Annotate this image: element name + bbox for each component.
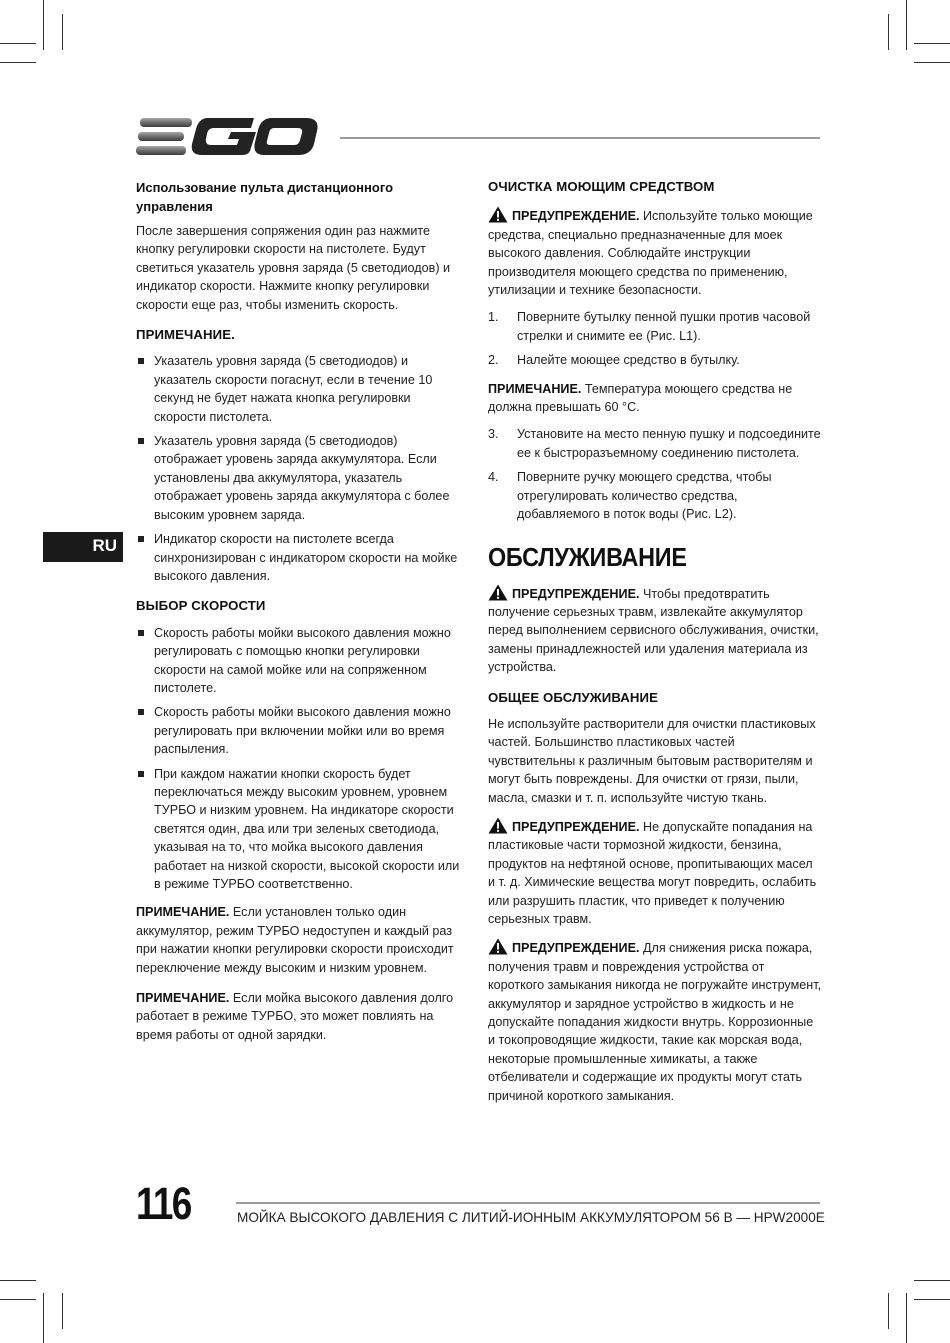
crop-mark [888, 14, 889, 50]
steps-list [488, 425, 822, 523]
general-text: Не используйте растворители для очистки пластиковых частей. Большинство пластиковых частей чувствительны к различным бытовым растворителям и могут быть повреждены. Для очистки от грязи, пыли, масла, смазки и т. п. используйте чистую ткань. [488, 716, 816, 805]
warning-text: Для снижения риска пожара, получения травм и повреждения устройства от короткого замыкания никогда не погружайте инструмент, аккумулятор и зарядное устройство в жидкость и не допускайте попадания жидкости внутрь. Коррозионные и токопроводящие жидкости, такие как морская вода, некоторые промышленные химикаты, а также отбеливатели и содержащие их продукты могут стать причиной короткого замыкания. [488, 941, 822, 1103]
warning-paragraph [488, 938, 822, 1105]
list-item: 1. Поверните бутылку пенной пушки против часовой стрелки и снимите ее (Рис. L1). [488, 310, 811, 343]
note-text: Температура моющего средства не должна превышать 60 °C. [488, 381, 793, 415]
crop-mark [0, 1280, 36, 1281]
crop-mark [914, 43, 950, 44]
list-item: Индикатор скорости на пистолете всегда синхронизирован с индикатором скорости на мойке высокого давления. [136, 530, 466, 585]
warning-paragraph [488, 206, 822, 299]
warning-icon [488, 938, 508, 955]
speed-list [136, 624, 466, 894]
section-title: ОБСЛУЖИВАНИЕ [488, 541, 687, 572]
bullet-icon [138, 709, 144, 715]
warning-label: ПРЕДУПРЕЖДЕНИЕ. [512, 819, 640, 834]
crop-mark [906, 0, 907, 50]
header-rule [340, 137, 820, 139]
crop-mark [914, 62, 950, 63]
note-paragraph [136, 989, 466, 1044]
note-list [136, 352, 466, 585]
crop-mark [43, 1293, 44, 1343]
crop-mark [0, 62, 36, 63]
warning-label: ПРЕДУПРЕЖДЕНИЕ. [512, 586, 640, 601]
crop-mark [914, 1299, 950, 1300]
warning-text: Не допускайте попадания на пластиковые части тормозной жидкости, бензина, продуктов на нефтяной основе, пропитывающих масел и т. д. Химические вещества могут повредить, ослабить или разрушить пластик, что приведет к получению серьезных травм. [488, 819, 817, 926]
language-tab [43, 532, 123, 562]
note-label: ПРИМЕЧАНИЕ. [488, 381, 582, 396]
bullet-icon [138, 771, 144, 777]
crop-mark [62, 14, 63, 50]
language-tab-label: RU [92, 536, 117, 555]
warning-label: ПРЕДУПРЕЖДЕНИЕ. [512, 941, 640, 956]
bullet-icon [138, 536, 144, 542]
remote-heading: Использование пульта дистанционного управления [136, 180, 394, 214]
footer-rule [236, 1202, 820, 1204]
note-paragraph [136, 903, 466, 977]
bullet-icon [138, 438, 144, 444]
warning-icon [488, 817, 508, 834]
note-text: Если мойка высокого давления долго работает в режиме ТУРБО, это может повлиять на время работы от одной зарядки. [136, 991, 454, 1042]
warning-icon [488, 584, 508, 601]
note-heading: ПРИМЕЧАНИЕ. [136, 327, 235, 343]
note-paragraph [488, 380, 822, 417]
list-item: Скорость работы мойки высокого давления можно регулировать при включении мойки или во время распыления. [136, 703, 466, 758]
list-item: При каждом нажатии кнопки скорость будет переключаться между высоким уровнем, уровнем ТУРБО и низким уровнем. На индикаторе скорости светятся один, два или три зеленых светодиода, указывая на то, что мойка высокого давления работает на низкой скорости, высокой скорости или в режиме ТУРБО соответственно. [136, 765, 466, 894]
crop-mark [43, 0, 44, 50]
warning-text: Используйте только моющие средства, специально предназначенные для моек высокого давления. Соблюдайте инструкции производителя моющего средства по применению, утилизации и технике безопасности. [488, 209, 813, 298]
note-text: Если установлен только один аккумулятор, режим ТУРБО недоступен и каждый раз при нажатии кнопки регулировки скорости происходит переключение между высоким и низким уровнем. [136, 905, 454, 975]
bullet-icon [138, 630, 144, 636]
steps-list [488, 308, 822, 369]
crop-mark [914, 1280, 950, 1281]
crop-mark [906, 1293, 907, 1343]
crop-mark [62, 1293, 63, 1329]
list-item: Указатель уровня заряда (5 светодиодов) отображает уровень заряда аккумулятора. Если установлены два аккумулятора, указатель отображает уровень заряда аккумулятора с более высоким уровнем заряда. [136, 432, 466, 524]
ego-logo [136, 115, 321, 159]
remote-text: После завершения сопряжения один раз нажмите кнопку регулировки скорости на пистолете. Будут светиться указатель уровня заряда (5 светодиодов) и индикатор скорости. Нажмите кнопку регулировки скорости еще раз, чтобы изменить скорость. [136, 224, 451, 312]
left-column [136, 178, 466, 1053]
list-item: Указатель уровня заряда (5 светодиодов) и указатель скорости погаснут, если в течение 10 секунд не будет нажата кнопка регулировки скорости пистолета. [136, 352, 466, 426]
list-item: 3. Установите на место пенную пушку и подсоедините ее к быстроразъемному соединению пистолета. [488, 427, 821, 460]
page-number: 116 [136, 1178, 191, 1229]
warning-paragraph [488, 584, 822, 677]
list-item: 4. Поверните ручку моющего средства, чтобы отрегулировать количество средства, добавляемого в поток воды (Рис. L2). [488, 470, 772, 522]
speed-heading: ВЫБОР СКОРОСТИ [136, 598, 266, 614]
detergent-heading: ОЧИСТКА МОЮЩИМ СРЕДСТВОМ [488, 179, 715, 194]
note-label: ПРИМЕЧАНИЕ. [136, 905, 230, 920]
crop-mark [0, 1299, 36, 1300]
crop-mark [888, 1293, 889, 1329]
footer-title: МОЙКА ВЫСОКОГО ДАВЛЕНИЯ С ЛИТИЙ-ИОННЫМ АККУМУЛЯТОРОМ 56 В — HPW2000E [237, 1210, 825, 1225]
crop-mark [0, 43, 36, 44]
list-item: Скорость работы мойки высокого давления можно регулировать с помощью кнопки регулировки скорости на самой мойке или на сопряженном пистолете. [136, 624, 466, 698]
warning-text: Чтобы предотвратить получение серьезных травм, извлекайте аккумулятор перед выполнением сервисного обслуживания, очистки, замены принадлежностей или удаления материала из устройства. [488, 586, 819, 675]
warning-icon [488, 206, 508, 223]
right-column [488, 178, 822, 1114]
general-heading: ОБЩЕЕ ОБСЛУЖИВАНИЕ [488, 689, 659, 705]
list-item: 2. Налейте моющее средство в бутылку. [488, 353, 740, 368]
warning-paragraph [488, 817, 822, 928]
warning-label: ПРЕДУПРЕЖДЕНИЕ. [512, 209, 640, 224]
note-label: ПРИМЕЧАНИЕ. [136, 991, 230, 1006]
bullet-icon [138, 358, 144, 364]
